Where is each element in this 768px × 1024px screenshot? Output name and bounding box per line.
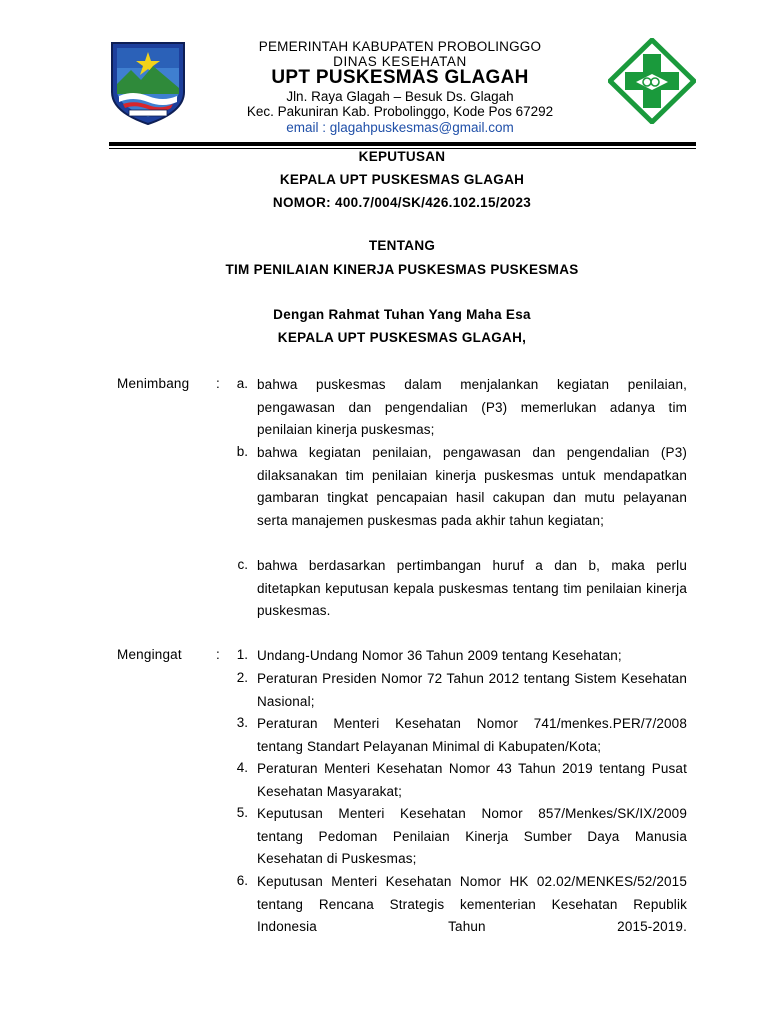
letterhead-name: UPT PUSKESMAS GLAGAH <box>271 67 529 88</box>
menimbang-colon: : <box>216 376 220 391</box>
decree-heading: KEPUTUSAN <box>358 149 446 164</box>
regency-coat-of-arms-icon <box>109 40 187 126</box>
mengingat-item-6: Keputusan Menteri Kesehatan Nomor HK 02.02/MENKES/52/2015 tentang Rencana Strategis kementerian Kesehatan Republik Indonesia Tahun 2015-2019. <box>257 874 687 935</box>
menimbang-marker-a: a. <box>236 376 248 391</box>
mengingat-marker-5: 5. <box>236 805 248 820</box>
decree-issuer: KEPALA UPT PUSKESMAS GLAGAH <box>279 172 525 187</box>
decree-about-label: TENTANG <box>368 238 436 253</box>
letterhead-address-line-1: Jln. Raya Glagah – Besuk Ds. Glagah <box>286 89 514 104</box>
letterhead-address-line-2: Kec. Pakuniran Kab. Probolinggo, Kode Pos 67292 <box>246 104 554 119</box>
mengingat-colon: : <box>216 647 220 662</box>
mengingat-item-5: Keputusan Menteri Kesehatan Nomor 857/Menkes/SK/IX/2009 tentang Pedoman Penilaian Kinerja Sumber Daya Manusia Kesehatan di Puskesmas; <box>257 806 687 867</box>
menimbang-item-b: bahwa kegiatan penilaian, pengawasan dan pengendalian (P3) dilaksanakan tim penilaian kinerja puskesmas untuk mendapatkan gambaran tingkat pencapaian hasil cakupan dan mutu pelayanan serta manajemen puskesmas pada akhir tahun kegiatan; <box>257 445 687 528</box>
letterhead-divider-thick <box>109 142 696 146</box>
mengingat-label: Mengingat <box>117 647 182 662</box>
menimbang-label: Menimbang <box>117 376 190 391</box>
decree-head: KEPALA UPT PUSKESMAS GLAGAH, <box>277 330 527 345</box>
letterhead-email[interactable]: email : glagahpuskesmas@gmail.com <box>286 120 514 135</box>
mengingat-item-2: Peraturan Presiden Nomor 72 Tahun 2012 tentang Sistem Kesehatan Nasional; <box>257 671 687 709</box>
mengingat-marker-6: 6. <box>236 873 248 888</box>
mengingat-item-1: Undang-Undang Nomor 36 Tahun 2009 tentang Kesehatan; <box>257 648 622 663</box>
decree-number: NOMOR: 400.7/004/SK/426.102.15/2023 <box>272 195 532 210</box>
menimbang-item-a: bahwa puskesmas dalam menjalankan kegiatan penilaian, pengawasan dan pengendalian (P3) memerlukan adanya tim penilaian kinerja puskesmas; <box>257 377 687 438</box>
mengingat-marker-3: 3. <box>236 715 248 730</box>
puskesmas-green-cross-icon <box>608 38 696 124</box>
decree-blessing: Dengan Rahmat Tuhan Yang Maha Esa <box>273 307 531 322</box>
mengingat-item-3: Peraturan Menteri Kesehatan Nomor 741/menkes.PER/7/2008 tentang Standart Pelayanan Minimal di Kabupaten/Kota; <box>257 716 687 754</box>
menimbang-marker-c: c. <box>237 557 248 572</box>
mengingat-item-4: Peraturan Menteri Kesehatan Nomor 43 Tahun 2019 tentang Pusat Kesehatan Masyarakat; <box>257 761 687 799</box>
mengingat-marker-4: 4. <box>236 760 248 775</box>
mengingat-marker-1: 1. <box>236 647 248 662</box>
decree-subject: TIM PENILAIAN KINERJA PUSKESMAS PUSKESMAS <box>225 262 579 277</box>
menimbang-marker-b: b. <box>236 444 248 459</box>
mengingat-marker-2: 2. <box>236 670 248 685</box>
letterhead-org: PEMERINTAH KABUPATEN PROBOLINGGO <box>258 39 542 54</box>
letterhead-dept: DINAS KESEHATAN <box>333 54 467 69</box>
menimbang-item-c: bahwa berdasarkan pertimbangan huruf a dan b, maka perlu ditetapkan keputusan kepala puskesmas tentang tim penilaian kinerja puskesmas. <box>257 558 687 619</box>
